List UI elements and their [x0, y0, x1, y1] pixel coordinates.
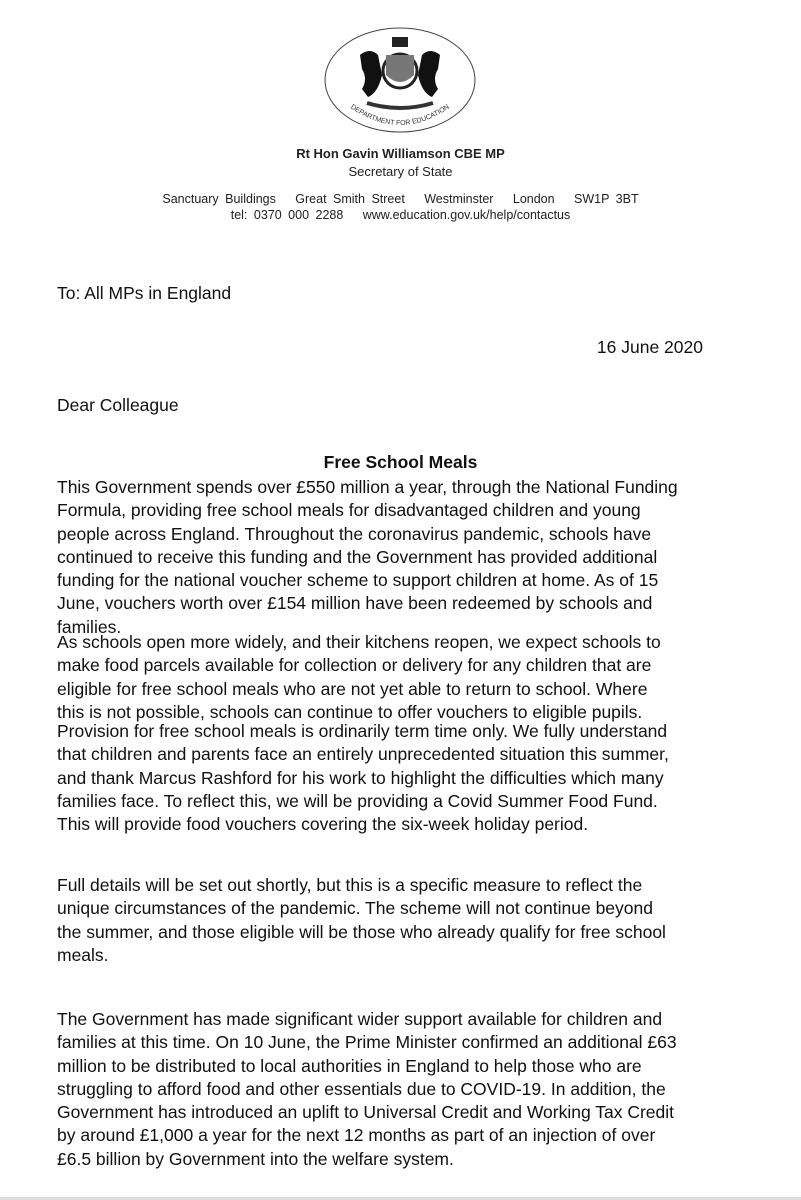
letter-date: 16 June 2020 — [596, 337, 703, 357]
paragraph-line: June, vouchers worth over £154 million have been redeemed by schools and — [57, 593, 653, 614]
paragraph-line: eligible for free school meals who are not yet able to return to school. Where — [57, 678, 648, 699]
body-paragraph — [57, 631, 661, 724]
paragraph-line: unique circumstances of the pandemic. The scheme will not continue beyond — [57, 898, 653, 919]
paragraph-line: the summer, and those eligible will be those who already qualify for free school — [57, 921, 666, 942]
paragraph-line: Government has introduced an uplift to Universal Credit and Working Tax Credit — [57, 1102, 675, 1123]
paragraph-line: The Government has made significant wider support available for children and — [57, 1009, 663, 1029]
paragraph-line: families at this time. On 10 June, the Prime Minister confirmed an additional £63 — [57, 1032, 677, 1053]
paragraph-line: continued to receive this funding and the Government has provided additional — [57, 546, 658, 567]
paragraph-line: funding for the national voucher scheme to support children at home. As of 15 — [57, 570, 659, 591]
royal-coat-of-arms-logo — [322, 25, 478, 135]
sender-contact: tel: 0370 000 2288 www.education.gov.uk/help/contactus — [230, 208, 571, 222]
body-paragraph — [57, 476, 678, 639]
paragraph-line: by around £1,000 a year for the next 12 months as part of an injection of over — [57, 1125, 656, 1146]
sender-role: Secretary of State — [348, 164, 453, 179]
paragraph-line: Formula, providing free school meals for disadvantaged children and young — [57, 500, 641, 521]
sender-address: Sanctuary Buildings Great Smith Street Westminster London SW1P 3BT — [162, 192, 639, 206]
letter-title: Free School Meals — [323, 452, 478, 472]
paragraph-line: million to be distributed to local authorities in England to help those who are — [57, 1055, 642, 1076]
paragraph-line: £6.5 billion by Government into the welfare system. — [57, 1148, 454, 1169]
paragraph-line: This will provide food vouchers covering the six-week holiday period. — [57, 814, 589, 835]
paragraph-line: people across England. Throughout the coronavirus pandemic, schools have — [57, 523, 652, 544]
svg-text:DEPARTMENT FOR EDUCATION: DEPARTMENT FOR EDUCATION — [349, 103, 451, 128]
paragraph-line: families face. To reflect this, we will be providing a Covid Summer Food Fund. — [57, 790, 658, 811]
body-paragraph — [57, 1008, 677, 1171]
paragraph-line: meals. — [57, 944, 109, 965]
recipient: To: All MPs in England — [57, 283, 232, 303]
paragraph-line: This Government spends over £550 million a year, through the National Funding — [57, 477, 678, 497]
salutation: Dear Colleague — [57, 395, 179, 415]
paragraph-line: struggling to afford food and other essentials due to COVID-19. In addition, the — [57, 1078, 666, 1099]
paragraph-line: Provision for free school meals is ordinarily term time only. We fully understand — [57, 721, 668, 741]
paragraph-line: families. — [57, 616, 122, 637]
body-paragraph — [57, 720, 669, 836]
paragraph-line: Full details will be set out shortly, but this is a specific measure to reflect the — [57, 875, 643, 895]
paragraph-line: and thank Marcus Rashford for his work to highlight the difficulties which many — [57, 767, 664, 788]
paragraph-line: this is not possible, schools can continue to offer vouchers to eligible pupils. — [57, 701, 643, 722]
paragraph-line: As schools open more widely, and their kitchens reopen, we expect schools to — [57, 632, 661, 652]
sender-name: Rt Hon Gavin Williamson CBE MP — [296, 146, 505, 161]
paragraph-line: make food parcels available for collection or delivery for any children that are — [57, 655, 652, 676]
body-paragraph — [57, 874, 666, 967]
paragraph-line: that children and parents face an entirely unprecedented situation this summer, — [57, 744, 669, 765]
